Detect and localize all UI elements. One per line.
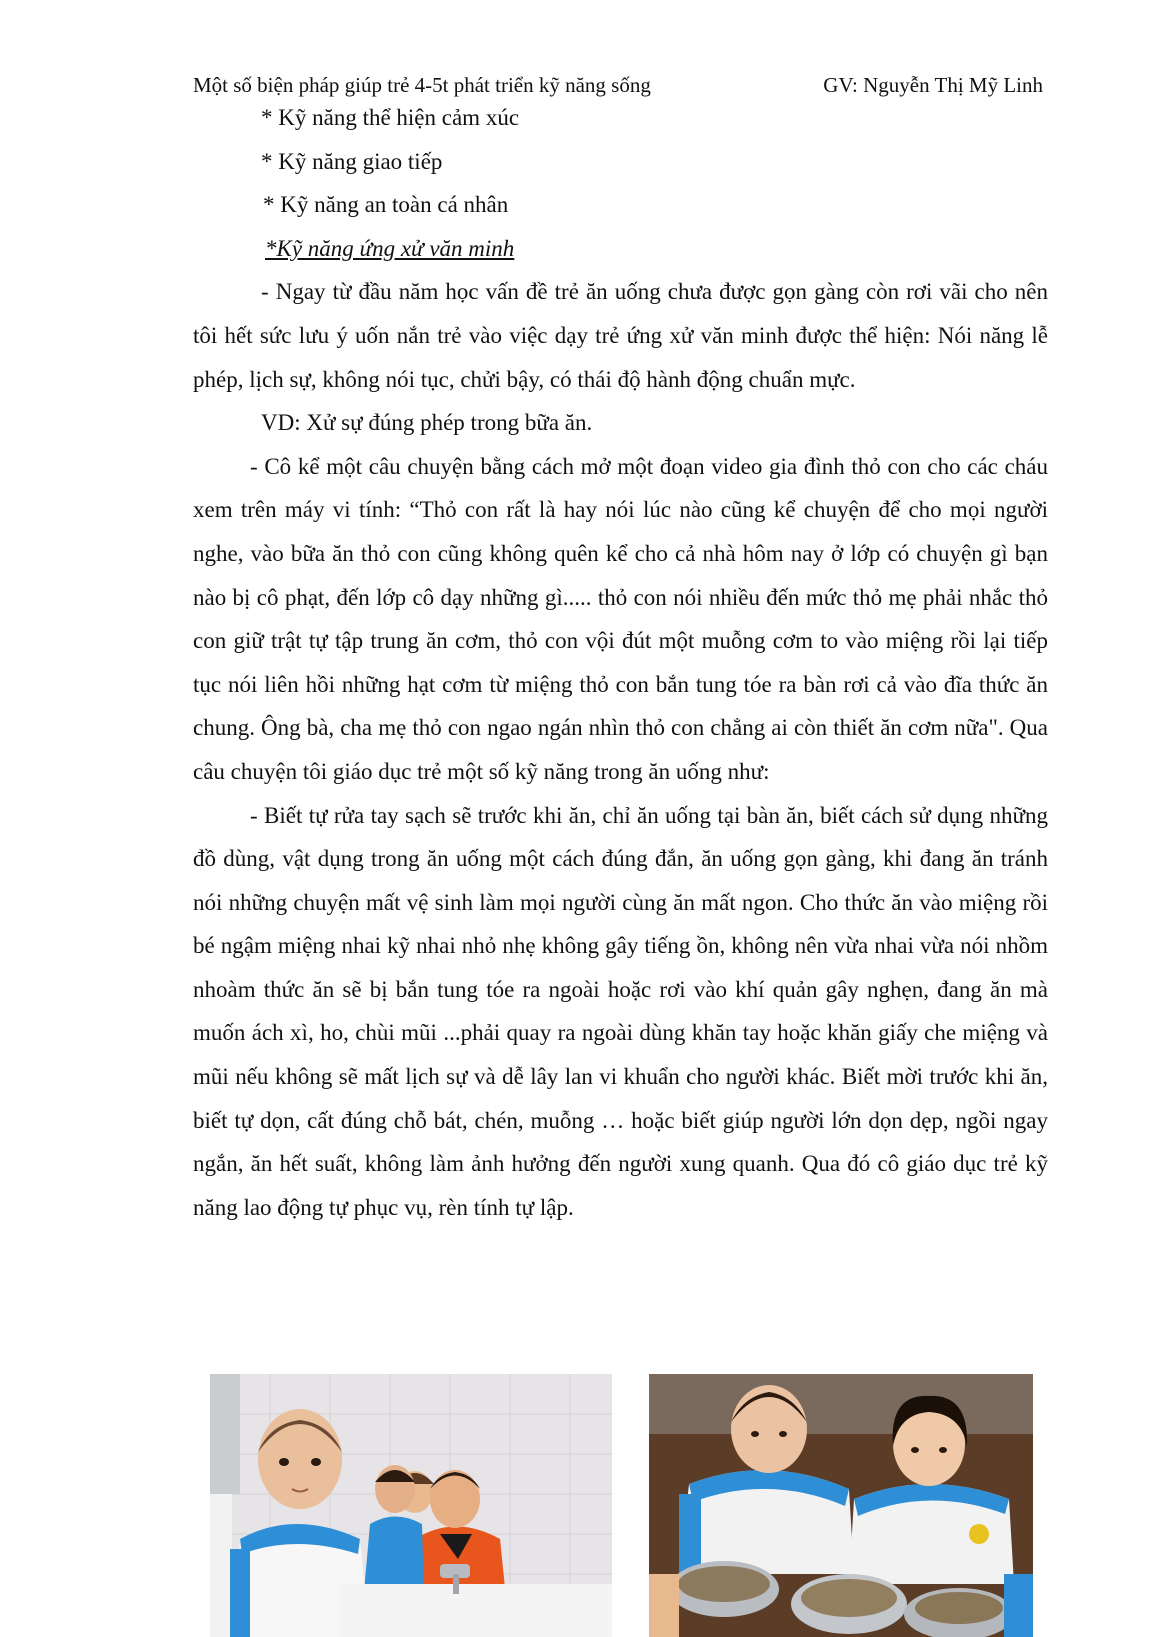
bullet-communication-skill: * Kỹ năng giao tiếp bbox=[261, 148, 443, 174]
paragraph-example: VD: Xử sự đúng phép trong bữa ăn. bbox=[261, 410, 593, 436]
paragraph-skills: - Biết tự rửa tay sạch sẽ trước khi ăn, chỉ ăn uống tại bàn ăn, biết cách sử dụng những đồ dùng, vật dụng trong ăn uống một cách đúng đắn, ăn uống gọn gàng, khi đang ăn tránh nói những chuyện mất vệ sinh làm mọi người cùng ăn mất ngon. Cho thức ăn vào miệng rồi bé ngậm miệng nhai kỹ nhai nhỏ nhẹ không gây tiếng ồn, không nên vừa nhai vừa nói nhồm nhoàm thức ăn sẽ bị bắn tung tóe ra ngoài hoặc rơi vào khí quản gây nghẹn, đang ăn mà muốn ách xì, ho, chùi mũi ...phải quay ra ngoài dùng khăn tay hoặc khăn giấy che miệng và mũi nếu không sẽ mất lịch sự và dễ lây lan vi khuẩn cho người khác. Biết mời trước khi ăn, biết tự dọn, cất đúng chỗ bát, chén, muỗng … hoặc biết giúp người lớn dọn dẹp, ngồi ngay ngắn, ăn hết suất, không làm ảnh hưởng đến người xung quanh. Qua đó cô giáo dục trẻ kỹ năng lao động tự phục vụ, rèn tính tự lập. bbox=[193, 802, 1048, 1220]
paragraph-story: - Cô kể một câu chuyện bằng cách mở một đoạn video gia đình thỏ con cho các cháu xem trên máy vi tính: “Thỏ con rất là hay nói lúc nào cũng kể chuyện để cho mọi người nghe, vào bữa ăn thỏ con cũng không quên kể cho cả nhà hôm nay ở lớp có chuyện gì bạn nào bị cô phạt, đến lớp cô dạy những gì..... thỏ con nói nhiều đến mức thỏ mẹ phải nhắc thỏ con giữ trật tự tập trung ăn cơm, thỏ con vội đút một muỗng cơm to vào miệng rồi lại tiếp tục nói liên hồi những hạt cơm từ miệng thỏ con bắn tung tóe ra bàn rơi cả vào đĩa thức ăn chung. Ông bà, cha mẹ thỏ con ngao ngán nhìn thỏ con chẳng ai còn thiết ăn cơm nữa". Qua câu chuyện tôi giáo dục trẻ một số kỹ năng trong ăn uống như: bbox=[193, 453, 1048, 784]
photo-children-washing-hands bbox=[210, 1374, 612, 1637]
document-body bbox=[193, 96, 1048, 1229]
bullet-safety-skill: * Kỹ năng an toàn cá nhân bbox=[263, 192, 509, 218]
header-title: Một số biện pháp giúp trẻ 4-5t phát triển kỹ năng sống bbox=[193, 73, 651, 97]
photo-children-eating-image bbox=[649, 1374, 1033, 1637]
photo-children-eating bbox=[649, 1374, 1033, 1637]
section-heading: *Kỹ năng ứng xử văn minh bbox=[265, 235, 515, 261]
header-author: GV: Nguyễn Thị Mỹ Linh bbox=[823, 73, 1043, 97]
bullet-emotion-skill: * Kỹ năng thể hiện cảm xúc bbox=[261, 105, 520, 130]
paragraph-intro: - Ngay từ đầu năm học vấn đề trẻ ăn uống chưa được gọn gàng còn rơi vãi cho nên tôi hết sức lưu ý uốn nắn trẻ vào việc dạy trẻ ứng xử văn minh được thể hiện: Nói năng lễ phép, lịch sự, không nói tục, chửi bậy, có thái độ hành động chuẩn mực. bbox=[193, 279, 1048, 392]
photo-children-washing-hands-image bbox=[210, 1374, 612, 1637]
